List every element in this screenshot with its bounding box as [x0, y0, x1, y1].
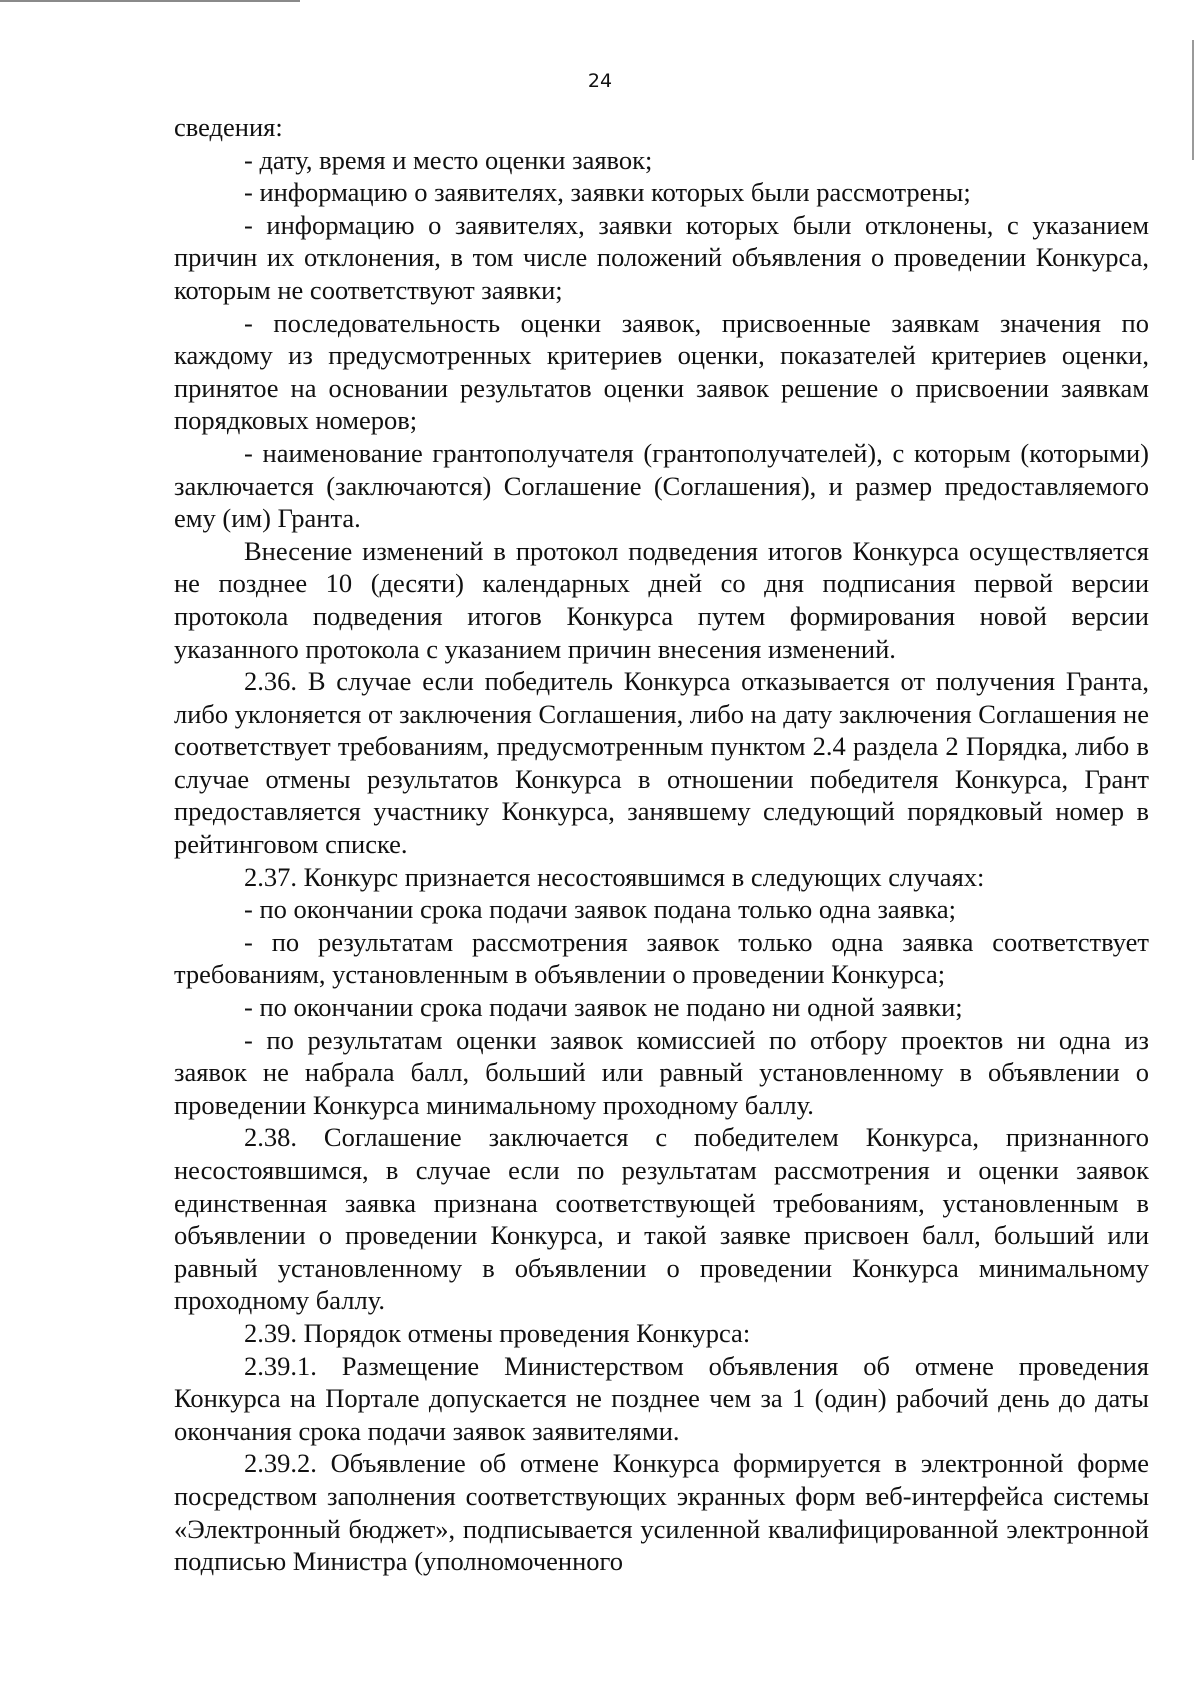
- paragraph: 2.37. Конкурс признается несостоявшимся в следующих случаях:: [244, 861, 985, 892]
- paragraph: - информацию о заявителях, заявки которых были рассмотрены;: [244, 177, 971, 208]
- paragraph: 2.39.1. Размещение Министерством объявления об отмене проведения Конкурса на Портале допускается не позднее чем за 1 (один) рабочий день до даты окончания срока подачи заявок заявителями.: [174, 1350, 1149, 1446]
- paragraph: Внесение изменений в протокол подведения итогов Конкурса осуществляется не позднее 10 (десяти) календарных дней со дня подписания первой версии протокола подведения итогов Конкурса путем формирования новой версии указанного протокола с указанием причин внесения изменений.: [174, 535, 1149, 664]
- paragraph: сведения:: [174, 112, 283, 142]
- paragraph: - по результатам рассмотрения заявок только одна заявка соответствует требованиям, установленным в объявлении о проведении Конкурса;: [174, 926, 1149, 990]
- paragraph: - по окончании срока подачи заявок не подано ни одной заявки;: [244, 992, 963, 1023]
- scan-edge-right: [1192, 40, 1194, 160]
- paragraph: 2.39. Порядок отмены проведения Конкурса:: [244, 1317, 751, 1348]
- paragraph: 2.36. В случае если победитель Конкурса отказывается от получения Гранта, либо уклоняется от заключения Соглашения, либо на дату заключения Соглашения не соответствует требованиям, предусмотренным пунктом 2.4 раздела 2 Порядка, либо в случае отмены результатов Конкурса в отношении победителя Конкурса, Грант предоставляется участнику Конкурса, занявшему следующий порядковый номер в рейтинговом списке.: [174, 666, 1149, 860]
- paragraph: 2.39.2. Объявление об отмене Конкурса формируется в электронной форме посредством заполнения соответствующих экранных форм веб-интерфейса системы «Электронный бюджет», подписывается усиленной квалифицированной электронной подписью Министра (уполномоченного: [174, 1448, 1149, 1577]
- scan-edge-top: [0, 0, 300, 2]
- paragraph: - информацию о заявителях, заявки которых были отклонены, с указанием причин их отклонения, в том числе положений объявления о проведении Конкурса, которым не соответствуют заявки;: [174, 209, 1149, 305]
- document-body: [174, 111, 1149, 1578]
- paragraph: - дату, время и место оценки заявок;: [244, 144, 653, 175]
- paragraph: 2.38. Соглашение заключается с победителем Конкурса, признанного несостоявшимся, в случае если по результатам рассмотрения и оценки заявок единственная заявка признана соответствующей требованиям, установленным в объявлении о проведении Конкурса, и такой заявке присвоен балл, больший или равный установленному в объявлении о проведении Конкурса минимальному проходному баллу.: [174, 1122, 1149, 1316]
- paragraph: - по результатам оценки заявок комиссией по отбору проектов ни одна из заявок не набрала балл, больший или равный установленному в объявлении о проведении Конкурса минимальному проходному баллу.: [174, 1024, 1149, 1120]
- paragraph: - последовательность оценки заявок, присвоенные заявкам значения по каждому из предусмотренных критериев оценки, показателей критериев оценки, принятое на основании результатов оценки заявок решение о присвоении заявкам порядковых номеров;: [174, 307, 1149, 436]
- paragraph: - по окончании срока подачи заявок подана только одна заявка;: [244, 894, 956, 925]
- paragraph: - наименование грантополучателя (грантополучателей), с которым (которыми) заключается (заключаются) Соглашение (Соглашения), и размер предоставляемого ему (им) Гранта.: [174, 437, 1149, 534]
- page-number: 24: [587, 70, 613, 92]
